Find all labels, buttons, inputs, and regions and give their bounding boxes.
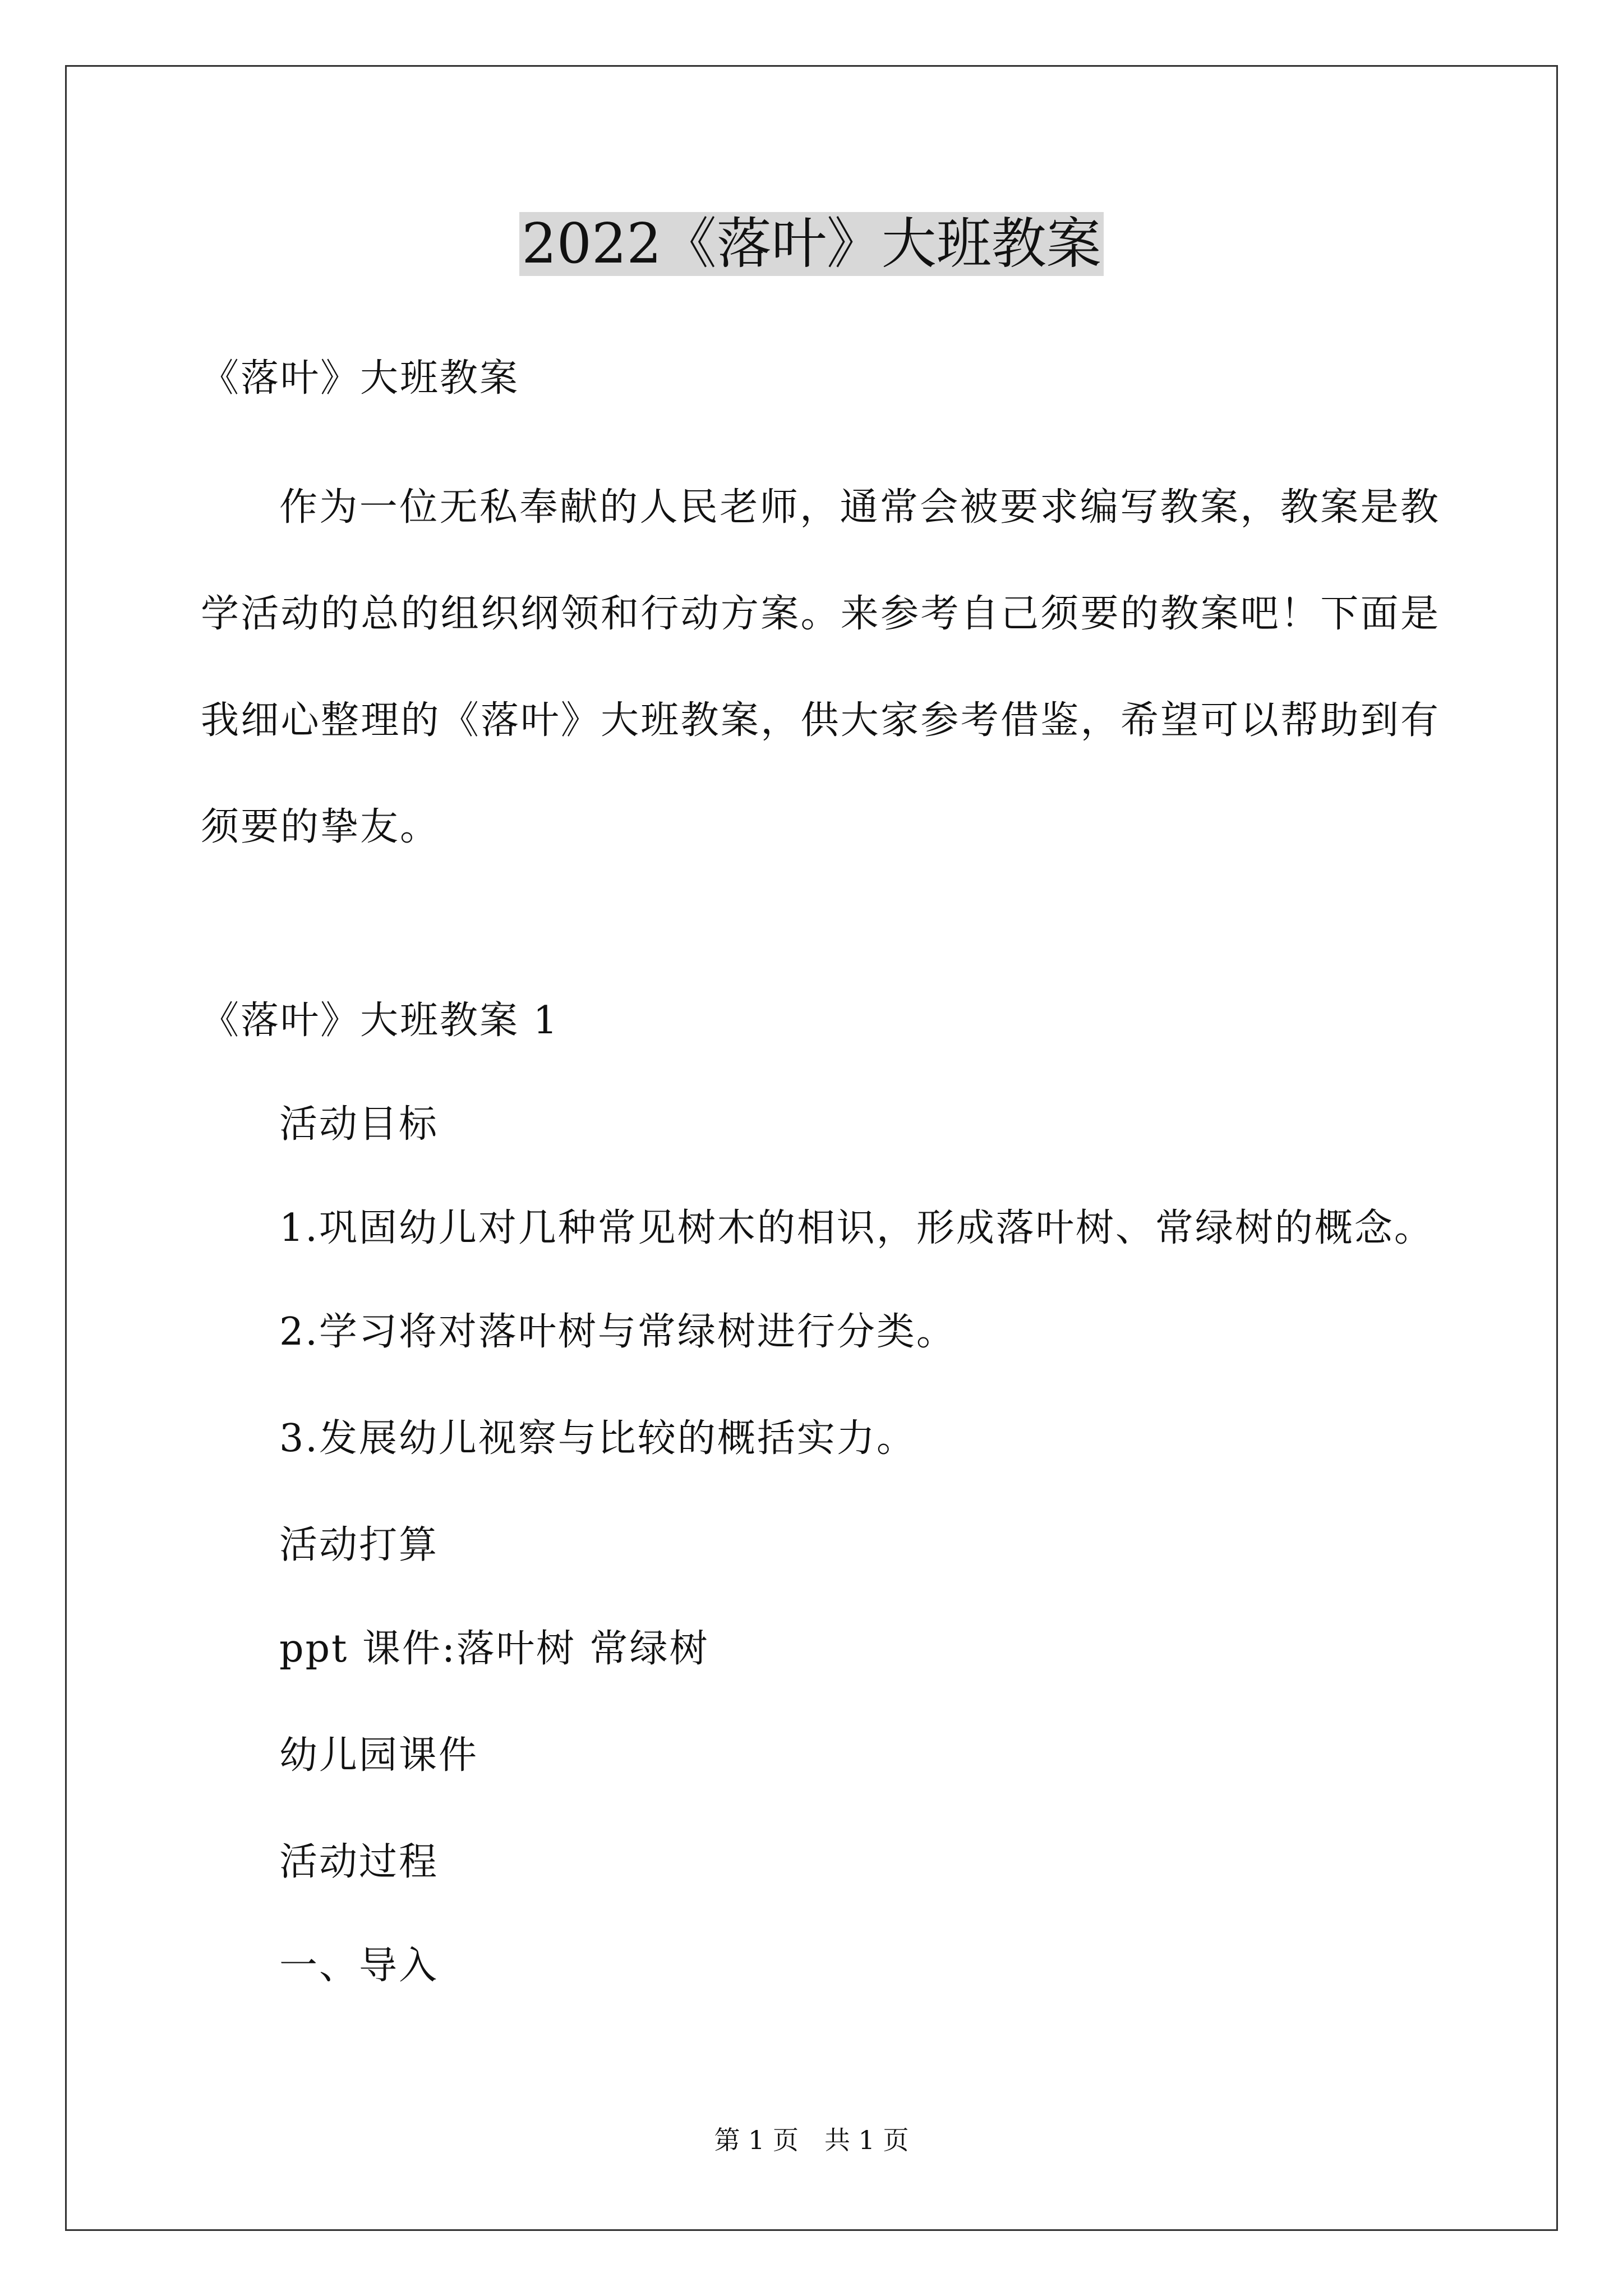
document-title-text: 2022《落叶》大班教案 — [519, 212, 1103, 276]
document-title — [0, 202, 1623, 286]
list-item: 2.学习将对落叶树与常绿树进行分类。 — [279, 1310, 956, 1354]
section-heading: 《落叶》大班教案 1 — [201, 999, 559, 1043]
list-item: 3.发展幼儿视察与比较的概括实力。 — [279, 1416, 916, 1461]
page-footer: 第 1 页 共 1 页 — [714, 2125, 909, 2155]
list-item: 幼儿园课件 — [279, 1733, 479, 1778]
list-item: 活动目标 — [279, 1102, 439, 1147]
list-item: 活动打算 — [279, 1523, 439, 1567]
list-item: 一、导入 — [279, 1944, 439, 1988]
list-item: 活动过程 — [279, 1840, 439, 1884]
intro-paragraph: 作为一位无私奉献的人民老师，通常会被要求编写教案，教案是教学活动的总的组织纲领和行动方案。来参考自己须要的教案吧！下面是我细心整理的《落叶》大班教案，供大家参考借鉴，希望可以帮助到有须要的挚友。 — [201, 485, 1440, 849]
intro-heading: 《落叶》大班教案 — [201, 356, 520, 401]
list-item: 1.巩固幼儿对几种常见树木的相识，形成落叶树、常绿树的概念。 — [279, 1206, 1434, 1250]
list-item: ppt 课件:落叶树 常绿树 — [279, 1627, 709, 1671]
